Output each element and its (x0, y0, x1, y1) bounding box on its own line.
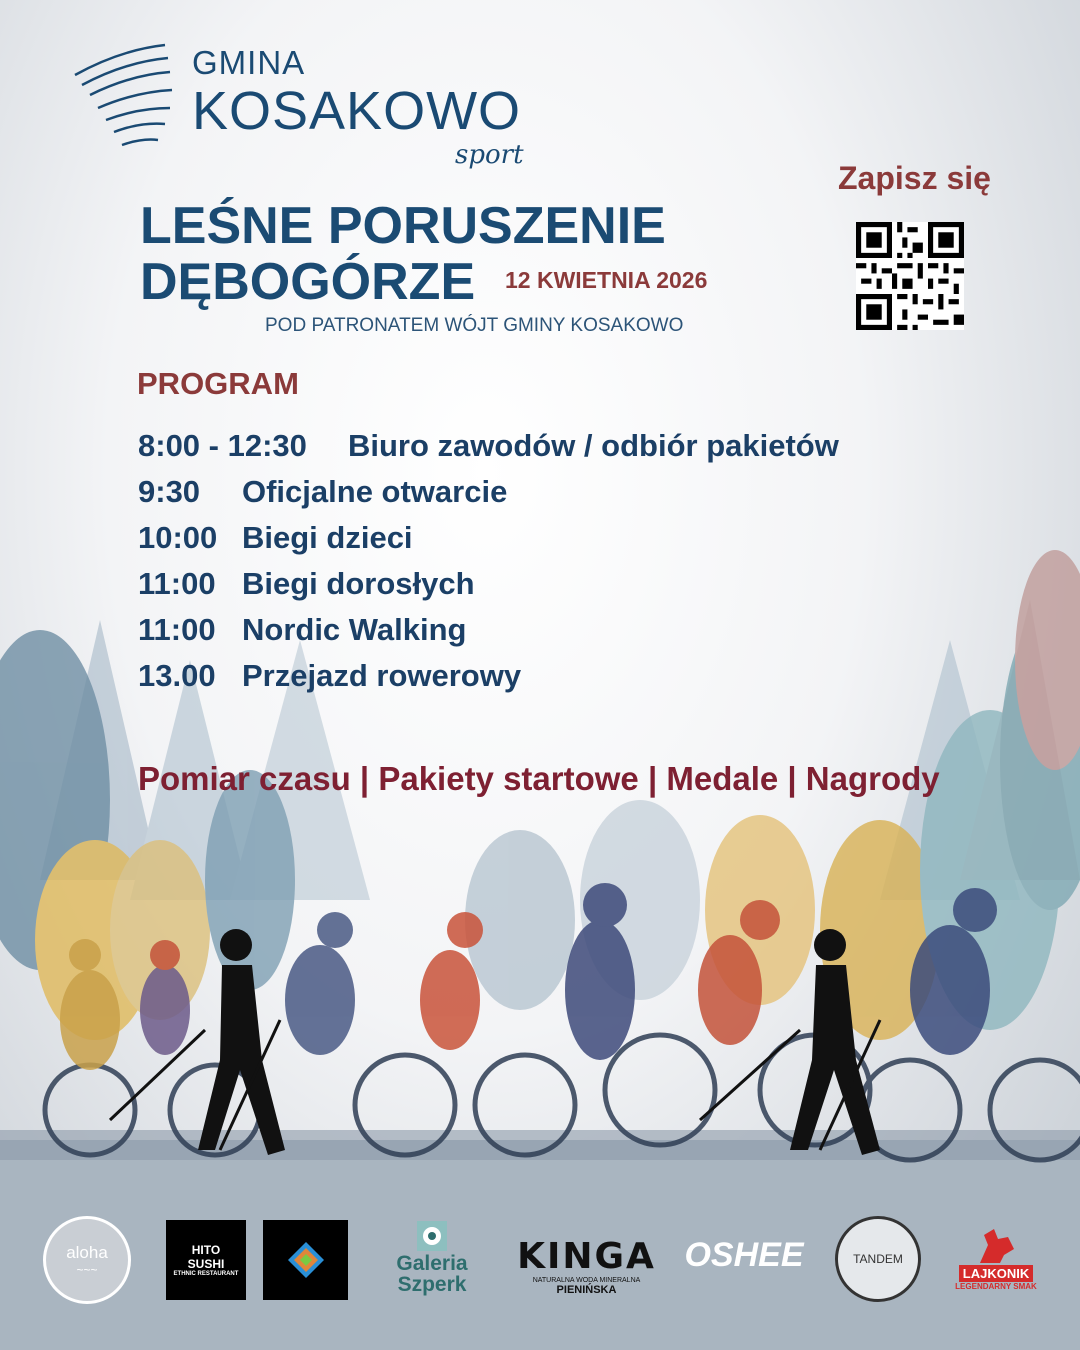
event-date: 12 KWIETNIA 2026 (505, 267, 708, 293)
signup-label: Zapisz się (838, 160, 991, 196)
kinga-subtitle-2: PIENIŃSKA (556, 1284, 617, 1296)
event-title-line2: DĘBOGÓRZE (140, 253, 476, 311)
lajkonik-subtitle: LEGENDARNY SMAK (955, 1282, 1037, 1291)
program-item (138, 658, 839, 704)
event-title-line1: LEŚNE PORUSZENIE (140, 197, 666, 255)
kaleidoscope-icon (286, 1240, 326, 1280)
sponsor-aloha-logo (43, 1216, 131, 1304)
kinga-subtitle: NATURALNA WODA MINERALNA (532, 1277, 641, 1284)
wave-icon: ~~~ (76, 1263, 98, 1277)
hito-subtitle: ETHNIC RESTAURANT (173, 1271, 239, 1277)
sponsor-oshee-logo: OSHEE (684, 1235, 804, 1274)
szperk-wordmark: Szperk (397, 1273, 467, 1296)
horse-rider-icon (974, 1225, 1018, 1265)
sponsor-kinga-logo (515, 1232, 658, 1300)
tandem-wordmark: TANDEM (853, 1252, 903, 1266)
sponsor-tandem-logo (835, 1216, 921, 1302)
program-label: Biegi dzieci (242, 520, 413, 555)
galeria-wordmark: Galeria (396, 1252, 468, 1275)
program-time: 13.00 (138, 658, 216, 693)
brand-sport: sport (455, 140, 524, 170)
brand-gmina: GMINA (192, 44, 306, 81)
program-time: 8:00 - 12:30 (138, 428, 307, 463)
aloha-wordmark: aloha (66, 1243, 108, 1262)
event-patronage: POD PATRONATEM WÓJT GMINY KOSAKOWO (265, 315, 684, 336)
lajkonik-wordmark: LAJKONIK (959, 1265, 1033, 1282)
program-item (138, 566, 839, 612)
kinga-wordmark: KINGA (517, 1236, 656, 1277)
program-time: 10:00 (138, 520, 218, 555)
brand-kosakowo: KOSAKOWO (192, 81, 522, 141)
program-label: Oficjalne otwarcie (242, 474, 508, 509)
program-list (138, 428, 839, 704)
sponsor-lajkonik-logo (955, 1214, 1037, 1302)
program-item (138, 612, 839, 658)
program-label: Nordic Walking (242, 612, 467, 647)
program-time: 11:00 (138, 612, 216, 647)
program-item (138, 428, 839, 474)
program-label: Przejazd rowerowy (242, 658, 522, 693)
sponsor-kalejdoskop-logo (263, 1220, 348, 1300)
program-heading: PROGRAM (137, 366, 299, 401)
program-label: Biuro zawodów / odbiór pakietów (348, 428, 839, 463)
features-text: Pomiar czasu | Pakiety startowe | Medale | Nagrody (138, 760, 940, 797)
program-item (138, 520, 839, 566)
sponsor-hito-sushi-logo (166, 1220, 246, 1300)
hito-wordmark: HITO (191, 1243, 221, 1257)
program-label: Biegi dorosłych (242, 566, 475, 601)
qr-code-icon[interactable] (856, 222, 964, 330)
program-time: 11:00 (138, 566, 216, 601)
galeria-flower-icon (415, 1219, 449, 1253)
program-item (138, 474, 839, 520)
sushi-wordmark: SUSHI (187, 1257, 225, 1271)
program-time: 9:30 (138, 474, 201, 509)
sponsor-galeria-szperk-logo (386, 1212, 478, 1302)
